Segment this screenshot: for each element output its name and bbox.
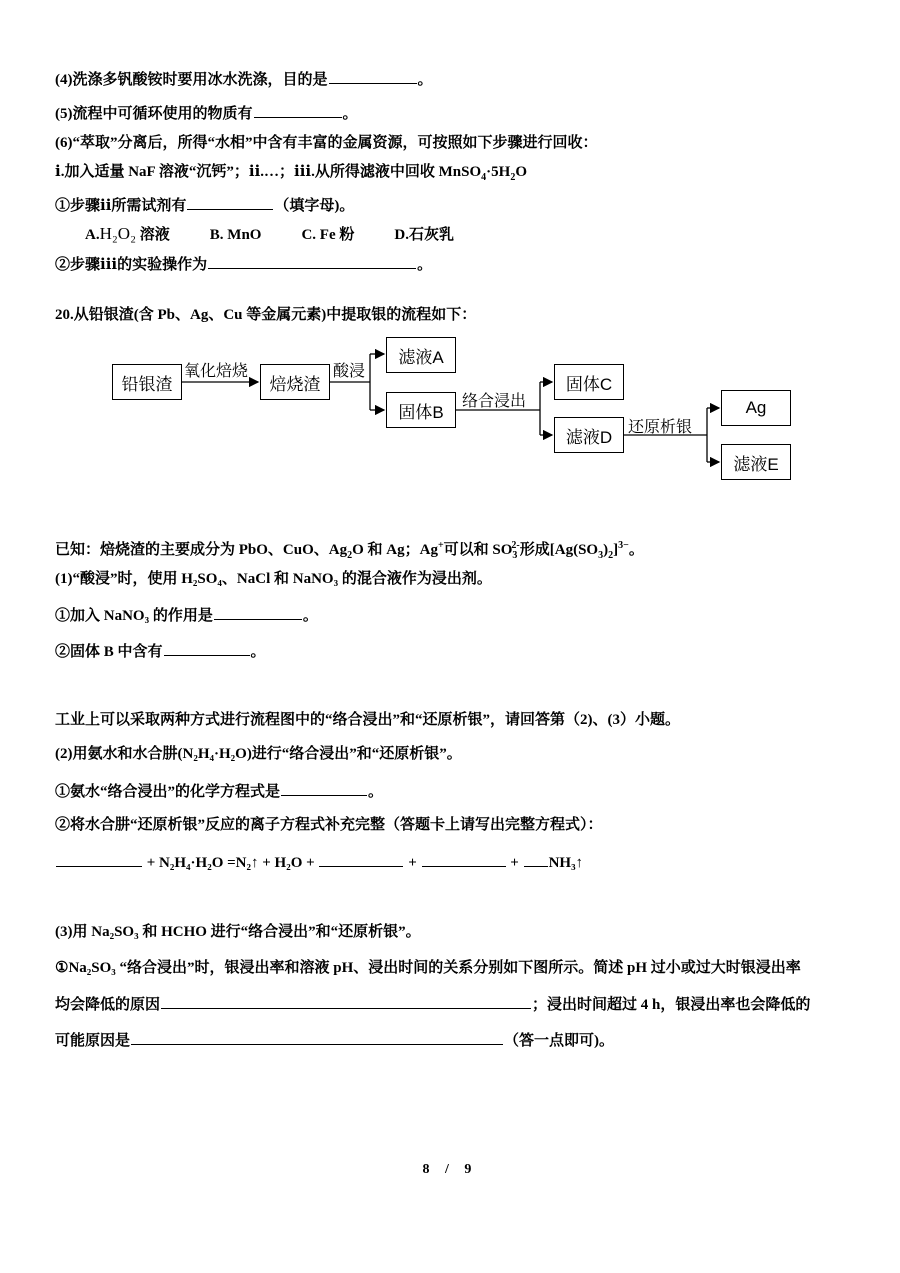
answer-blank[interactable]: [131, 1029, 503, 1045]
q20-part3-line3: 可能原因是 （答一点即可)。: [55, 1029, 614, 1051]
option-b: B. MnO: [209, 227, 262, 243]
node-filtrate-d: 滤液D: [554, 417, 624, 453]
q20-part3: (3)用 Na₂SO₃ 和 HCHO 进行“络合浸出”和“还原析银”。: [55, 924, 421, 940]
flow-arrows: [100, 330, 820, 490]
q19-options: [85, 224, 494, 245]
q20-part1-sub1: ①加入 NaNO₃ 的作用是 。: [55, 604, 318, 626]
answer-blank[interactable]: [56, 851, 142, 867]
label-complex-leaching: 络合浸出: [462, 393, 527, 410]
q20-part3-sub1: ①Na₂SO₃ “络合浸出”时，银浸出率和溶液 pH、浸出时间的关系分别如下图所示。简述 pH 过小或过大时银浸出率: [55, 960, 801, 976]
label-reduction-silver: 还原析银: [628, 419, 693, 436]
answer-blank[interactable]: [329, 68, 417, 84]
q19-steps: ⅰ.加入适量 NaF 溶液“沉钙”；ⅱ.…；ⅲ.从所得滤液中回收 $MnSO_4\cdot 5H_2O$: [55, 164, 527, 183]
q20-part1-sub2: ②固体 B 中含有 。: [55, 640, 266, 662]
answer-blank[interactable]: [281, 780, 367, 796]
q19-sub2: ②步骤ⅲ的实验操作为 。: [55, 253, 432, 275]
q20-part3-line2: 均会降低的原因 ；浸出时间超过 4 h，银浸出率也会降低的: [55, 993, 810, 1015]
node-solid-b: 固体B: [386, 392, 456, 428]
answer-blank[interactable]: [214, 604, 302, 620]
node-ag: Ag: [721, 390, 791, 426]
label-oxidation-roasting: 氧化焙烧: [184, 363, 249, 380]
answer-blank[interactable]: [187, 194, 273, 210]
option-a: A.H₂O₂ 溶液: [85, 224, 170, 243]
node-filtrate-a: 滤液A: [386, 337, 456, 373]
answer-blank[interactable]: [208, 253, 416, 269]
answer-blank[interactable]: [319, 851, 403, 867]
q19-part5: (5)流程中可循环使用的物质有 。: [55, 102, 358, 124]
q20-part2-sub1: ①氨水“络合浸出”的化学方程式是 。: [55, 780, 383, 802]
node-roasted-slag: 焙烧渣: [260, 364, 330, 400]
page-number: 8 / 9: [422, 1162, 478, 1177]
q19-part6: (6)“萃取”分离后，所得“水相”中含有丰富的金属资源，可按照如下步骤进行回收：: [55, 135, 598, 151]
answer-blank[interactable]: [422, 851, 506, 867]
q20-title: 20.从铅银渣(含 Pb、Ag、Cu 等金属元素)中提取银的流程如下：: [55, 307, 477, 323]
answer-blank[interactable]: [524, 851, 548, 867]
label-acid-leaching: 酸浸: [333, 363, 366, 380]
q20-part1: (1)“酸浸”时，使用 H₂SO₄、NaCl 和 NaNO₃ 的混合液作为浸出剂。: [55, 571, 492, 587]
option-c: C. Fe 粉: [301, 227, 355, 243]
answer-blank[interactable]: [164, 640, 250, 656]
option-d: D.石灰乳: [394, 227, 454, 243]
q19-sub1: ①步骤ⅱ所需试剂有 （填字母)。: [55, 194, 354, 216]
node-filtrate-e: 滤液E: [721, 444, 791, 480]
answer-blank[interactable]: [161, 993, 531, 1009]
answer-blank[interactable]: [254, 102, 342, 118]
q20-part2: (2)用氨水和水合肼(N₂H₄·H₂O)进行“络合浸出”和“还原析银”。: [55, 746, 462, 762]
q20-industry-note: 工业上可以采取两种方式进行流程图中的“络合浸出”和“还原析银”，请回答第（2)、(3）小题。: [55, 712, 680, 728]
q20-part2-sub2: ②将水合肼“还原析银”反应的离子方程式补充完整（答题卡上请写出完整方程式）：: [55, 817, 603, 833]
q20-equation: + N₂H₄·H₂O =N₂↑ + H₂O + + + NH₃↑: [55, 851, 583, 873]
node-lead-silver-slag: 铅银渣: [112, 364, 182, 400]
q20-known: 已知：焙烧渣的主要成分为 PbO、CuO、$Ag_2O$ 和 Ag；Ag+可以和 $SO_3^{2-}$形成$[Ag(SO_3)_2]^{3-}$。: [55, 540, 644, 561]
q19-part4: (4)洗涤多钒酸铵时要用冰水洗涤，目的是 。: [55, 68, 433, 90]
node-solid-c: 固体C: [554, 364, 624, 400]
